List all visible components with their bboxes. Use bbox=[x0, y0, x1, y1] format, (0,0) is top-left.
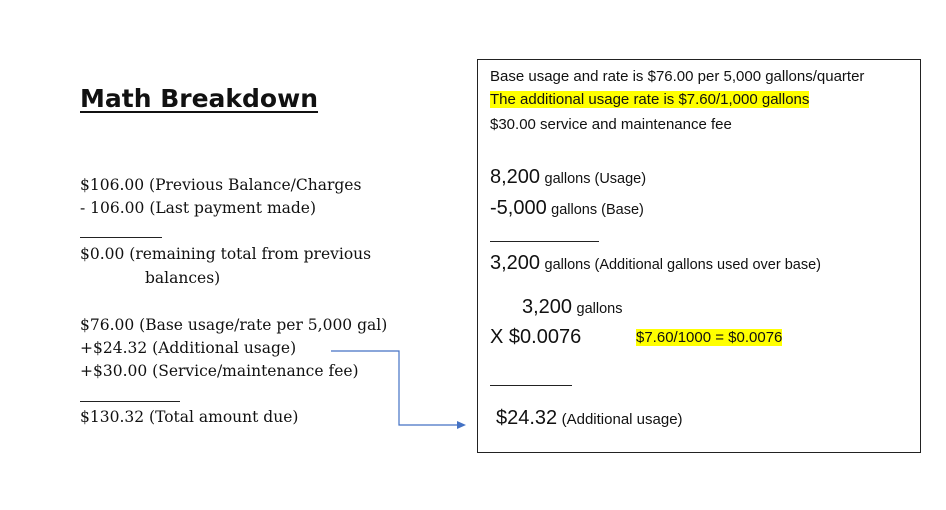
additional-rate-text: The additional usage rate is $7.60/1,000 gallons bbox=[490, 91, 810, 108]
base-usage-line: $76.00 (Base usage/rate per 5,000 gal) bbox=[80, 316, 388, 334]
difference-rule bbox=[490, 241, 599, 242]
usage-label: gallons (Usage) bbox=[544, 171, 647, 187]
base-row bbox=[490, 197, 644, 220]
total-due-line: $130.32 (Total amount due) bbox=[80, 408, 299, 426]
multiplicand-number: 3,200 bbox=[522, 296, 573, 318]
previous-balance-line: $106.00 (Previous Balance/Charges bbox=[80, 176, 362, 194]
page-title: Math Breakdown bbox=[80, 84, 319, 113]
base-number: -5,000 bbox=[490, 197, 547, 219]
remaining-total-line: $0.00 (remaining total from previous bbox=[80, 245, 372, 263]
base-rate-text: Base usage and rate is $76.00 per 5,000 gallons/quarter bbox=[490, 68, 865, 85]
additional-usage-line: +$24.32 (Additional usage) bbox=[80, 339, 297, 357]
remaining-total-line-continued: balances) bbox=[145, 269, 221, 287]
difference-number: 3,200 bbox=[490, 252, 541, 274]
usage-row bbox=[490, 166, 646, 189]
result-label: (Additional usage) bbox=[561, 411, 683, 428]
difference-label: gallons (Additional gallons used over base) bbox=[544, 257, 821, 273]
rate-conversion-note: $7.60/1000 = $0.0076 bbox=[636, 329, 783, 346]
service-fee-text: $30.00 service and maintenance fee bbox=[490, 116, 732, 133]
usage-number: 8,200 bbox=[490, 166, 541, 188]
multiplicand-unit: gallons bbox=[576, 301, 623, 317]
service-fee-line: +$30.00 (Service/maintenance fee) bbox=[80, 362, 359, 380]
result-row bbox=[496, 407, 683, 430]
multiplicand-row bbox=[522, 296, 622, 319]
result-rule bbox=[490, 385, 572, 386]
last-payment-line: - 106.00 (Last payment made) bbox=[80, 199, 317, 217]
multiplier-text: X $0.0076 bbox=[490, 326, 582, 348]
result-number: $24.32 bbox=[496, 407, 558, 429]
base-label: gallons (Base) bbox=[551, 202, 644, 218]
difference-row bbox=[490, 252, 821, 275]
